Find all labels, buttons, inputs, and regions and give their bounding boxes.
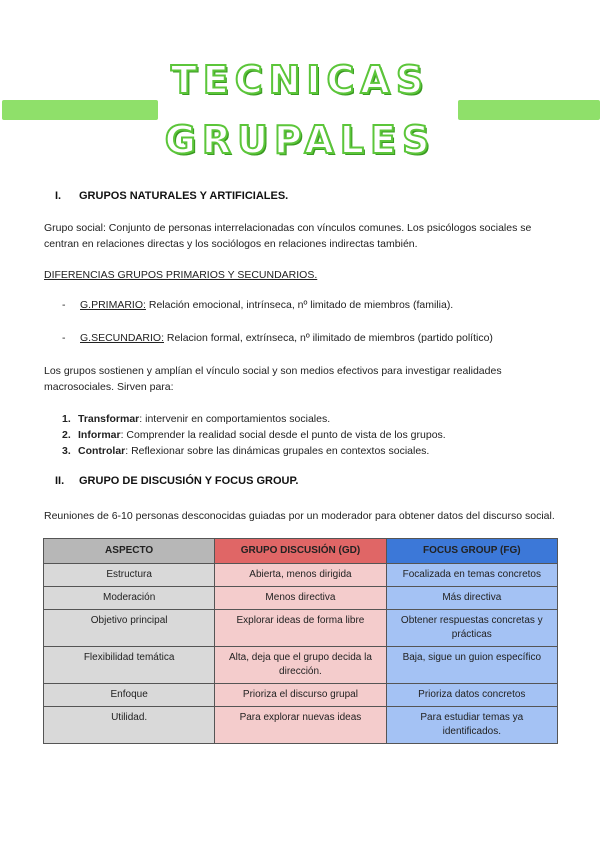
cell-aspecto: Utilidad. — [44, 707, 215, 744]
cell-aspecto: Enfoque — [44, 684, 215, 707]
list-item-3: 3. Controlar: Reflexionar sobre las dinámicas grupales en contextos sociales. — [62, 445, 430, 457]
cell-gd: Menos directiva — [215, 587, 386, 610]
cell-gd: Explorar ideas de forma libre — [215, 610, 386, 647]
bullet-primario: - G.PRIMARIO: Relación emocional, intrínseca, nº limitado de miembros (familia). — [62, 299, 454, 311]
cell-fg: Focalizada en temas concretos — [386, 564, 557, 587]
grupos-paragraph: Los grupos sostienen y amplían el vínculo social y son medios efectivos para investigar realidades macrosociales. Sirven para: — [44, 365, 502, 393]
list-item-2: 2. Informar: Comprender la realidad social desde el punto de vista de los grupos. — [62, 429, 446, 441]
list-item-1: 1. Transformar: intervenir en comportamientos sociales. — [62, 413, 331, 425]
page-title-line2: GRUPALES — [164, 118, 436, 162]
section-title: GRUPOS NATURALES Y ARTIFICIALES. — [79, 190, 289, 202]
table-row — [44, 707, 558, 744]
cell-gd: Para explorar nuevas ideas — [215, 707, 386, 744]
section-heading-1 — [55, 190, 288, 202]
table-row — [44, 684, 558, 707]
page-title-line1: TECNICAS — [170, 58, 430, 102]
bullet-label: G.SECUNDARIO: — [80, 332, 165, 344]
header-aspecto: ASPECTO — [44, 539, 215, 564]
section-title: GRUPO DE DISCUSIÓN Y FOCUS GROUP. — [79, 475, 299, 487]
cell-gd: Abierta, menos dirigida — [215, 564, 386, 587]
diferencias-title: DIFERENCIAS GRUPOS PRIMARIOS Y SECUNDARIOS. — [44, 269, 318, 281]
bullet-text: Relacion formal, extrínseca, nº ilimitado de miembros (partido político) — [164, 332, 493, 344]
cell-aspecto: Flexibilidad temática — [44, 647, 215, 684]
comparison-table — [43, 538, 558, 744]
cell-gd: Prioriza el discurso grupal — [215, 684, 386, 707]
section-heading-2 — [55, 475, 298, 487]
cell-fg: Prioriza datos concretos — [386, 684, 557, 707]
bullet-text: Relación emocional, intrínseca, nº limitado de miembros (familia). — [145, 299, 454, 311]
cell-fg: Obtener respuestas concretas y prácticas — [386, 610, 557, 647]
header-fg: FOCUS GROUP (FG) — [386, 539, 557, 564]
bullet-label: G.PRIMARIO: — [80, 299, 146, 311]
header-gd: GRUPO DISCUSIÓN (GD) — [215, 539, 386, 564]
bullet-secundario: - G.SECUNDARIO: Relacion formal, extrínseca, nº ilimitado de miembros (partido político) — [62, 332, 493, 344]
cell-fg: Más directiva — [386, 587, 557, 610]
list-term: Controlar — [78, 445, 126, 457]
table-row — [44, 587, 558, 610]
green-bar-left — [2, 100, 158, 120]
cell-aspecto: Objetivo principal — [44, 610, 215, 647]
cell-fg: Para estudiar temas ya identificados. — [386, 707, 557, 744]
green-bar-right — [458, 100, 600, 120]
reuniones-paragraph: Reuniones de 6-10 personas desconocidas guiadas por un moderador para obtener datos del discurso social. — [44, 510, 555, 522]
list-term: Informar — [78, 429, 121, 441]
cell-aspecto: Estructura — [44, 564, 215, 587]
cell-aspecto: Moderación — [44, 587, 215, 610]
cell-gd: Alta, deja que el grupo decida la dirección. — [215, 647, 386, 684]
grupo-social-paragraph: Grupo social: Conjunto de personas interrelacionadas con vínculos comunes. Los psicólogos sociales se centran en relaciones directas y los sociólogos en relaciones indirectas también. — [44, 222, 532, 250]
table-row — [44, 564, 558, 587]
table-row — [44, 610, 558, 647]
section-number: II. — [55, 475, 65, 487]
section-number: I. — [55, 190, 62, 202]
cell-fg: Baja, sigue un guion específico — [386, 647, 557, 684]
table-row — [44, 647, 558, 684]
table-header-row — [44, 539, 558, 564]
list-term: Transformar — [78, 413, 140, 425]
